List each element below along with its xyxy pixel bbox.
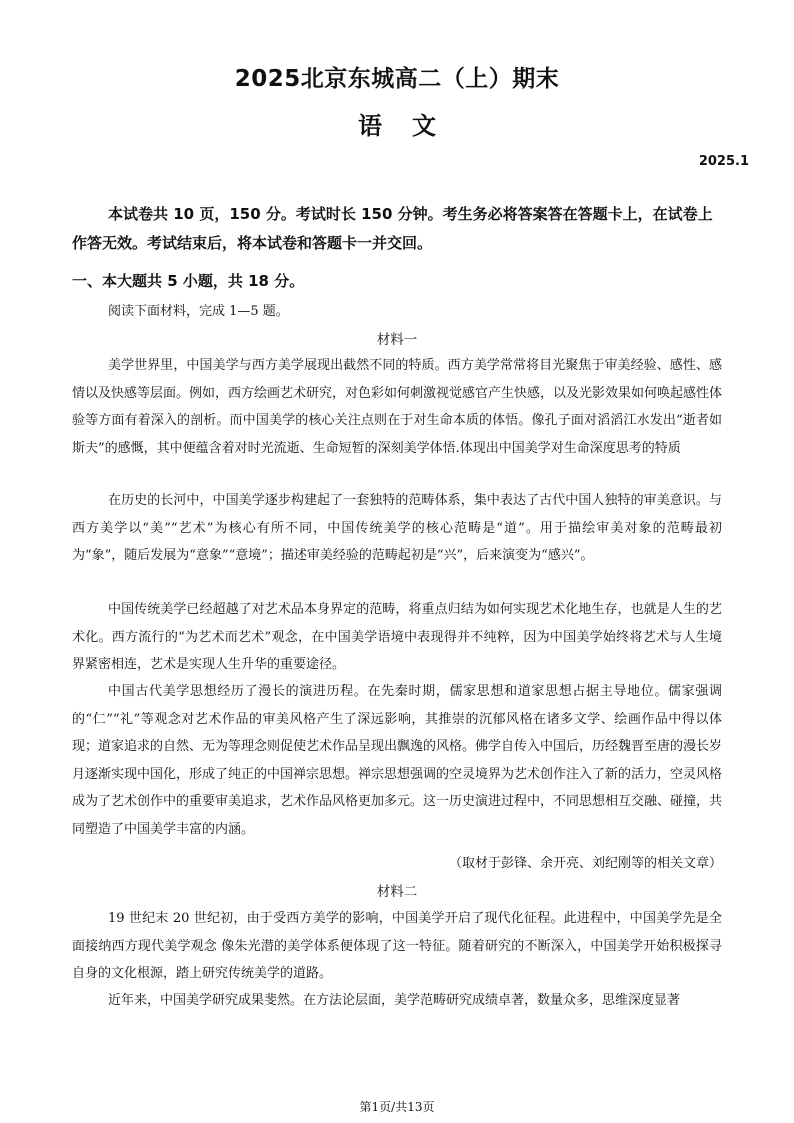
material1-heading: 材料一 <box>376 332 418 348</box>
material1-paragraph-3: 中国传统美学已经超越了对艺术品本身界定的范畴，将重点归结为如何实现艺术化地生存，也就是人生的艺术化。西方流行的“为艺术而艺术”观念，在中国美学语境中表现得并不纯粹，因为中国美学始终将艺术与人生境界紧密相连，艺术是实现人生升华的重要途径。 <box>72 602 722 672</box>
material2-paragraph-1: 19 世纪末 20 世纪初，由于受西方美学的影响，中国美学开启了现代化征程。此进程中，中国美学先是全面接纳西方现代美学观念 像朱光潜的美学体系便体现了这一特征。随着研究的不断深入，中国美学开始积极探寻自身的文化根源，踏上研究传统美学的道路。 <box>72 911 722 981</box>
exam-title: 2025北京东城高二（上）期末 <box>234 66 560 92</box>
subject-title: 语文 <box>358 112 466 140</box>
section-instruction: 阅读下面材料，完成 1—5 题。 <box>108 304 289 319</box>
material1-paragraph-1: 美学世界里，中国美学与西方美学展现出截然不同的特质。西方美学常常将目光聚焦于审美经验、感性、感情以及快感等层面。例如，西方绘画艺术研究，对色彩如何刺激视觉感官产生快感，以及光影效果如何唤起感性体验等方面有着深入的剖析。而中国美学的核心关注点则在于对生命本质的体悟。像孔子面对滔滔江水发出“逝者如斯夫”的感慨，其中便蕴含着对时光流逝、生命短暂的深刻美学体悟.体现出中国美学对生命深度思考的特质 <box>72 358 723 456</box>
material1-paragraph-2: 在历史的长河中，中国美学逐步构建起了一套独特的范畴体系，集中表达了古代中国人独特的审美意识。与西方美学以“美”“艺术”为核心有所不同，中国传统美学的核心范畴是“道”。用于描绘审美对象的范畴最初为“象”，随后发展为“意象”“意境”；描述审美经验的范畴起初是“兴”，后来演变为“感兴”。 <box>72 493 722 563</box>
exam-date: 2025.1 <box>698 154 749 169</box>
material2-paragraph-2: 近年来，中国美学研究成果斐然。在方法论层面，美学范畴研究成绩卓著，数量众多，思维深度显著 <box>108 993 681 1008</box>
exam-notice: 本试卷共 10 页，150 分。考试时长 150 分钟。考生务必将答案答在答题卡上，在试卷上作答无效。考试结束后，将本试卷和答题卡一并交回。 <box>72 205 713 252</box>
section-heading: 一、本大题共 5 小题，共 18 分。 <box>72 272 305 290</box>
material2-heading: 材料二 <box>376 884 418 900</box>
material1-source: （取材于彭锋、余开亮、刘纪刚等的相关文章） <box>448 856 722 871</box>
page-footer: 第1页/共13页 <box>359 1100 435 1114</box>
material1-paragraph-4: 中国古代美学思想经历了漫长的演进历程。在先秦时期，儒家思想和道家思想占据主导地位。儒家强调的“仁”“礼”等观念对艺术作品的审美风格产生了深远影响，其推崇的沉郁风格在诸多文学、绘画作品中得以体现；道家追求的自然、无为等理念则促使艺术作品呈现出飘逸的风格。佛学自传入中国后，历经魏晋至唐的漫长岁月逐渐实现中国化，形成了纯正的中国禅宗思想。禅宗思想强调的空灵境界为艺术创作注入了新的活力，空灵风格成为了艺术创作中的重要审美追求，艺术作品风格更加多元。这一历史演进过程中，不同思想相互交融、碰撞，共同塑造了中国美学丰富的内涵。 <box>72 684 723 837</box>
